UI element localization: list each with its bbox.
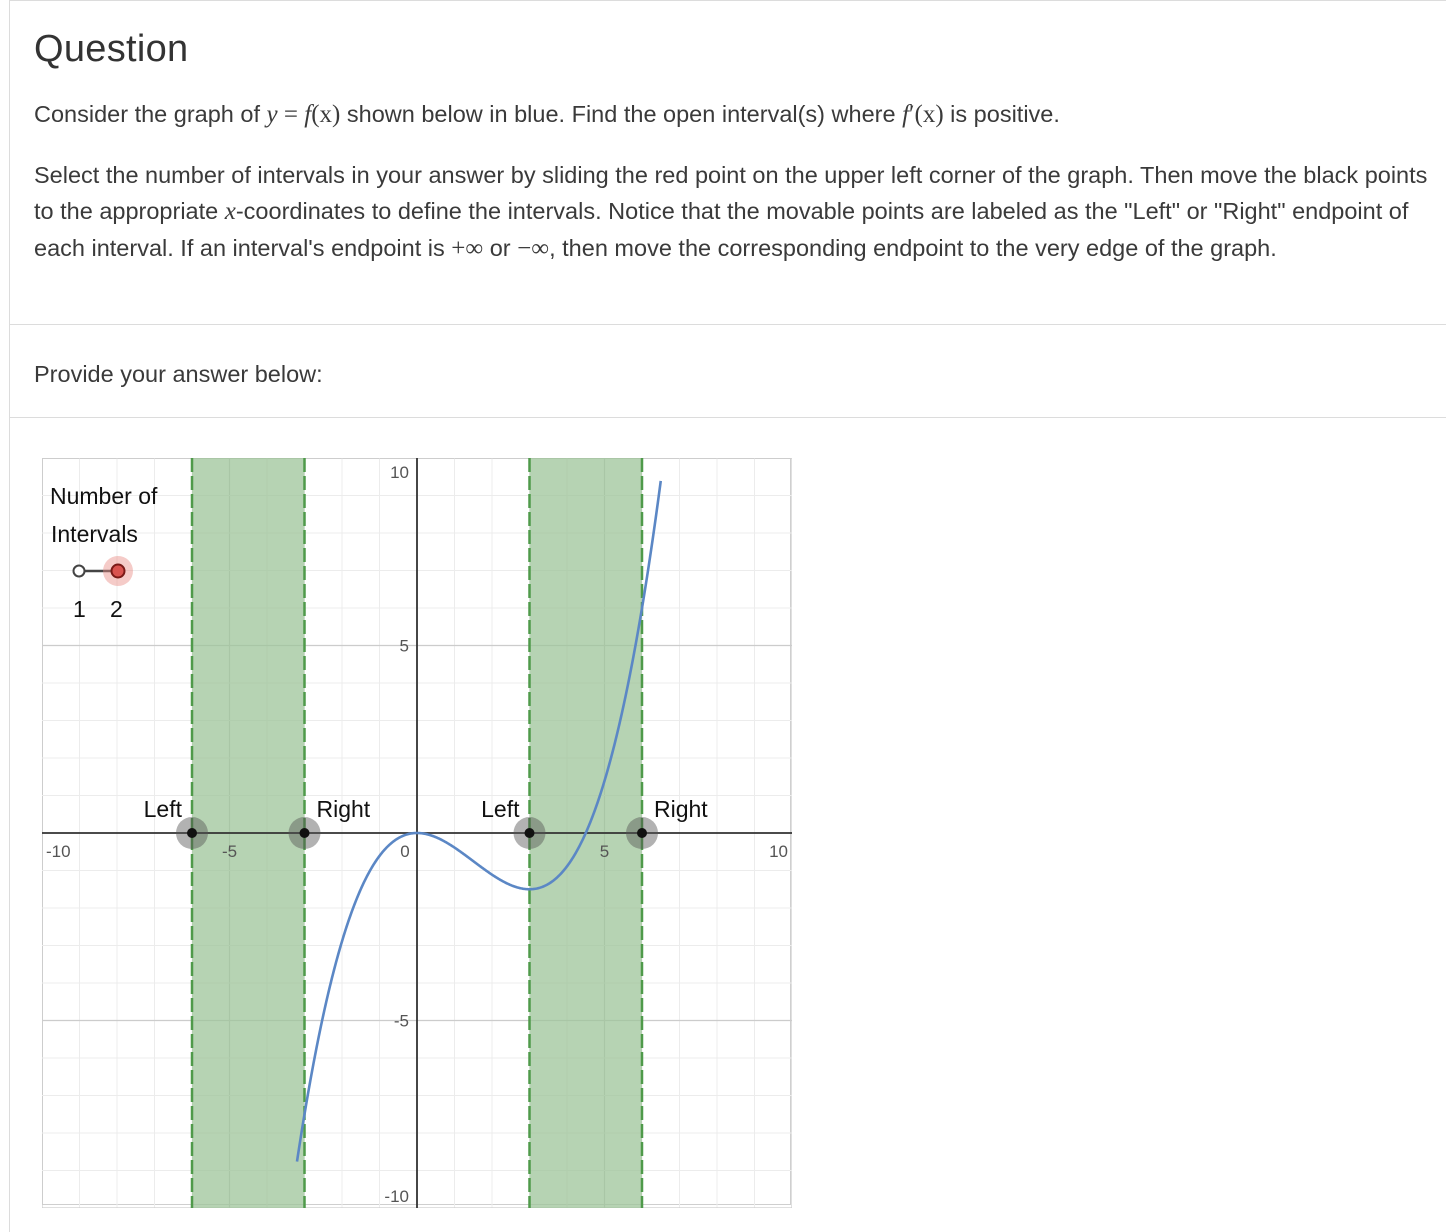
answer-prompt: Provide your answer below: (34, 361, 323, 387)
endpoint-label-left: Left (481, 796, 520, 822)
slider-min-marker (74, 566, 85, 577)
slider-min-label: 1 (73, 596, 86, 622)
x-tick-label: 0 (400, 842, 410, 861)
slider-title-2: Intervals (51, 521, 138, 547)
endpoint-label-left: Left (143, 796, 182, 822)
endpoint-handle[interactable] (300, 828, 310, 838)
x-tick-label: -10 (46, 842, 71, 861)
slider-title-1: Number of (50, 483, 158, 509)
endpoint-label-right: Right (654, 796, 708, 822)
y-tick-label: 5 (399, 636, 409, 656)
endpoint-handle[interactable] (525, 828, 535, 838)
endpoint-handle[interactable] (637, 828, 647, 838)
endpoint-handle[interactable] (187, 828, 197, 838)
question-prompt: Consider the graph of y = f(x) shown below in blue. Find the open interval(s) where f′(x) is positive. (34, 101, 1060, 128)
endpoint-label-right: Right (316, 796, 371, 822)
slider-handle[interactable] (112, 565, 125, 578)
question-instructions: Select the number of intervals in your answer by sliding the red point on the upper left corner of the graph. Then move the black points to the appropriate x-coordinates to define the intervals. Notice that the movable points are labeled as the "Left" or "Right" endpoint of each interval. If an interval's endpoint is +∞ or −∞, then move the corresponding endpoint to the very edge of the graph. (34, 162, 1428, 262)
x-tick-label: 10 (769, 842, 788, 861)
answer-prompt-section (9, 325, 1446, 418)
y-tick-label: 10 (390, 463, 409, 482)
y-tick-label: -5 (393, 1011, 409, 1031)
question-title: Question (34, 28, 189, 70)
interactive-graph[interactable] (42, 458, 792, 1208)
y-tick-label: -10 (384, 1187, 409, 1206)
question-section (9, 0, 1446, 325)
x-tick-label: 5 (599, 842, 610, 861)
x-tick-label: -5 (221, 842, 238, 861)
slider-max-label: 2 (110, 596, 123, 622)
